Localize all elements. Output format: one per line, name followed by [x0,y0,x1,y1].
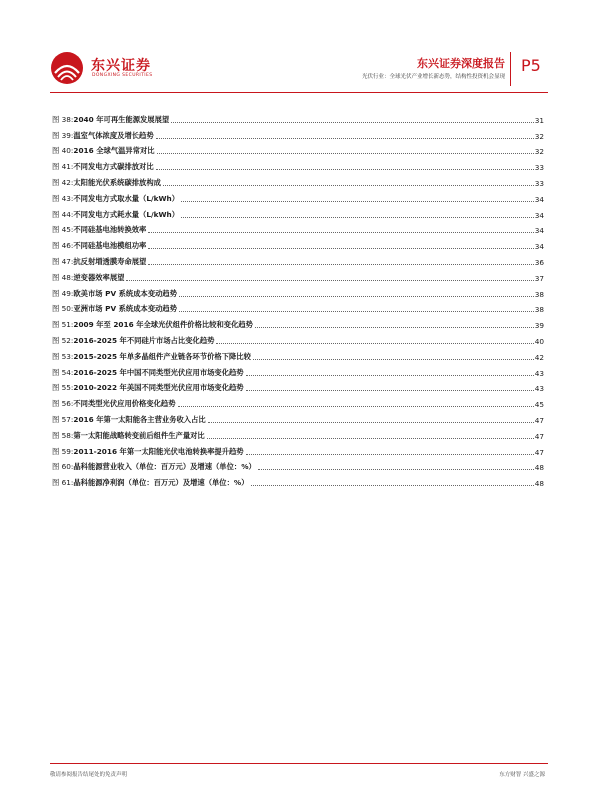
toc-entry-number: 51: [61,320,74,330]
toc-entry-page[interactable]: 34 [534,210,544,220]
report-title: 东兴证券深度报告 [417,57,505,70]
toc-entry-page[interactable]: 47 [534,447,544,457]
toc-entry[interactable] [52,141,544,157]
footer-disclaimer: 敬请参阅报告结尾处的免责声明 [50,772,128,778]
toc-entry-title: 2016-2025 年不同硅片市场占比变化趋势 [73,335,215,345]
toc-entry-page[interactable]: 47 [534,431,544,441]
toc-leader [163,184,534,186]
toc-entry-label[interactable] [52,447,244,457]
toc-entry-title: 2016 年第一太阳能各主营业务收入占比 [73,414,206,424]
toc-entry-title: 太阳能光伏系统碳排放构成 [73,177,161,187]
toc-entry-page[interactable]: 36 [534,257,544,267]
toc-leader [148,231,533,233]
toc-entry-prefix: 图 [52,209,62,219]
toc-leader [178,405,534,407]
company-name: 东兴证券 [91,58,151,74]
toc-entry-number: 52: [61,335,74,345]
toc-entry-title: 2009 年至 2016 年全球光伏组件价格比较和变化趋势 [73,320,253,330]
footer-slogan: 东方财智 兴盛之源 [499,772,545,778]
toc-entry-label[interactable] [52,210,179,220]
toc-entry-number: 54: [61,367,74,377]
toc-entry-label[interactable] [52,415,206,425]
toc-entry-label[interactable] [52,115,169,125]
toc-leader [156,168,534,170]
toc-entry-prefix: 图 [52,225,62,235]
toc-entry-prefix: 图 [52,446,62,456]
toc-entry-title: 2010-2022 年美国不同类型光伏应用市场变化趋势 [73,383,244,393]
toc-entry-page[interactable]: 32 [534,147,544,157]
toc-entry-label[interactable] [52,320,253,330]
toc-entry-label[interactable] [52,383,244,393]
toc-entry-title: 不同发电方式取水量（L/kWh） [73,193,180,203]
toc-entry-prefix: 图 [52,414,62,424]
toc-entry-label[interactable] [52,257,146,267]
toc-entry-page[interactable]: 31 [534,115,544,125]
toc-entry-label[interactable] [52,352,251,362]
toc-entry-page[interactable]: 34 [534,242,544,252]
toc-entry-prefix: 图 [52,241,62,251]
toc-entry-label[interactable] [52,399,176,409]
toc-entry[interactable] [52,188,544,204]
toc-entry-prefix: 图 [52,288,62,298]
toc-entry[interactable] [52,299,544,315]
toc-entry-page[interactable]: 33 [534,163,544,173]
toc-entry-page[interactable]: 42 [534,352,544,362]
figure-list [52,109,544,488]
toc-entry-prefix: 图 [52,162,62,172]
toc-entry-label[interactable] [52,162,154,172]
toc-entry-prefix: 图 [52,146,62,156]
toc-entry-page[interactable]: 32 [534,131,544,141]
toc-entry-number: 59: [61,446,74,456]
toc-entry-number: 46: [61,241,74,251]
toc-entry-title: 2011-2016 年第一太阳能光伏电池转换率提升趋势 [73,446,244,456]
toc-entry-prefix: 图 [52,193,62,203]
toc-entry-number: 40: [61,146,74,156]
toc-entry-prefix: 图 [52,478,62,488]
toc-entry[interactable] [52,314,544,330]
toc-leader [148,247,533,249]
toc-entry-number: 48: [61,272,74,282]
toc-leader [253,358,534,360]
toc-leader [179,310,534,312]
toc-entry[interactable] [52,204,544,220]
toc-entry-label[interactable] [52,241,146,251]
toc-entry[interactable] [52,220,544,236]
toc-entry-number: 45: [61,225,74,235]
toc-entry-label[interactable] [52,225,146,235]
toc-entry-page[interactable]: 43 [534,368,544,378]
toc-leader [255,326,534,328]
toc-entry-page[interactable]: 40 [534,336,544,346]
toc-leader [258,468,534,470]
toc-entry-label[interactable] [52,289,177,299]
toc-leader [157,152,534,154]
toc-entry-number: 56: [61,399,74,409]
toc-entry-prefix: 图 [52,304,62,314]
toc-leader [181,200,534,202]
toc-leader [251,484,534,486]
toc-entry[interactable] [52,346,544,362]
toc-entry[interactable] [52,441,544,457]
toc-leader [246,389,534,391]
toc-entry-number: 41: [61,162,74,172]
toc-entry-title: 晶科能源净利润（单位：百万元）及增速（单位：%） [73,478,249,488]
toc-entry-label[interactable] [52,131,154,141]
toc-entry-label[interactable] [52,178,161,188]
header-divider [510,52,511,86]
report-subtitle: 光伏行业：全球光伏产业增长新态势，结构性投资机会显现 [361,74,505,80]
toc-entry-page[interactable]: 48 [534,479,544,489]
toc-leader [126,279,533,281]
toc-entry[interactable] [52,267,544,283]
toc-entry-number: 58: [61,430,74,440]
toc-entry[interactable] [52,156,544,172]
toc-entry-page[interactable]: 33 [534,178,544,188]
page-header [0,0,595,95]
toc-entry-label[interactable] [52,304,177,314]
toc-entry-title: 温室气体浓度及增长趋势 [73,130,154,140]
toc-entry-label[interactable] [52,462,256,472]
toc-entry[interactable] [52,251,544,267]
toc-entry-label[interactable] [52,336,214,346]
toc-entry-prefix: 图 [52,351,62,361]
toc-leader [181,216,534,218]
toc-entry-title: 不同硅基电池转换效率 [73,225,147,235]
toc-entry-prefix: 图 [52,383,62,393]
toc-leader [156,137,534,139]
toc-entry-title: 不同发电方式碳排放对比 [73,162,154,172]
toc-entry-page[interactable]: 43 [534,384,544,394]
toc-entry[interactable] [52,425,544,441]
toc-leader [171,121,534,123]
toc-entry-prefix: 图 [52,399,62,409]
toc-entry-prefix: 图 [52,272,62,282]
toc-entry-page[interactable]: 47 [534,415,544,425]
toc-entry-number: 60: [61,462,74,472]
toc-leader [246,453,534,455]
toc-entry[interactable] [52,378,544,394]
page-number: P5 [521,56,541,75]
toc-entry-title: 不同发电方式耗水量（L/kWh） [73,209,180,219]
toc-entry-number: 43: [61,193,74,203]
toc-entry-number: 55: [61,383,74,393]
toc-entry-label[interactable] [52,273,124,283]
toc-entry[interactable] [52,330,544,346]
toc-leader [208,421,534,423]
toc-entry-page[interactable]: 34 [534,226,544,236]
toc-entry-label[interactable] [52,431,205,441]
toc-entry-page[interactable]: 37 [534,273,544,283]
toc-entry-number: 61: [61,478,74,488]
toc-entry-title: 抗反射増透膜寿命展望 [73,256,147,266]
toc-entry[interactable] [52,457,544,473]
toc-entry-number: 50: [61,304,74,314]
footer-rule [50,763,548,764]
toc-entry-title: 逆变器效率展望 [73,272,125,282]
toc-entry-number: 44: [61,209,74,219]
toc-entry-prefix: 图 [52,256,62,266]
toc-entry-page[interactable]: 39 [534,321,544,331]
toc-entry[interactable] [52,283,544,299]
toc-entry-title: 晶科能源营业收入（单位：百万元）及增速（单位：%） [73,462,256,472]
toc-leader [207,437,534,439]
toc-entry-number: 42: [61,177,74,187]
toc-entry[interactable] [52,362,544,378]
toc-entry-number: 57: [61,414,74,424]
toc-entry[interactable] [52,409,544,425]
toc-entry-label[interactable] [52,146,155,156]
toc-entry-title: 亚洲市场 PV 系统成本变动趋势 [73,304,178,314]
toc-entry-prefix: 图 [52,130,62,140]
toc-entry-page[interactable]: 38 [534,289,544,299]
toc-entry-title: 第一太阳能战略转变前后组件生产量对比 [73,430,205,440]
toc-entry-title: 2016-2025 年中国不同类型光伏应用市场变化趋势 [73,367,244,377]
toc-entry-prefix: 图 [52,462,62,472]
header-rule [50,92,548,93]
toc-entry-number: 39: [61,130,74,140]
toc-entry[interactable] [52,109,544,125]
company-name-en: DONGXING SECURITIES [92,73,153,78]
toc-entry-prefix: 图 [52,367,62,377]
toc-leader [179,295,534,297]
toc-entry-prefix: 图 [52,114,62,124]
toc-entry[interactable] [52,125,544,141]
toc-entry-prefix: 图 [52,335,62,345]
toc-leader [216,342,533,344]
toc-entry-title: 2040 年可再生能源发展展望 [73,114,170,124]
toc-entry[interactable] [52,393,544,409]
toc-entry-title: 不同类型光伏应用价格变化趋势 [73,399,176,409]
toc-entry[interactable] [52,235,544,251]
toc-leader [246,374,534,376]
toc-entry-prefix: 图 [52,177,62,187]
toc-entry-title: 2015-2025 年单多晶组件产业链各环节价格下降比较 [73,351,251,361]
toc-entry-page[interactable]: 45 [534,400,544,410]
toc-leader [148,263,533,265]
toc-entry-number: 47: [61,256,74,266]
toc-entry-prefix: 图 [52,430,62,440]
company-logo-icon [50,51,84,85]
toc-entry-title: 2016 全球气温异常对比 [73,146,155,156]
toc-entry[interactable] [52,472,544,488]
toc-entry-number: 53: [61,351,74,361]
toc-entry-label[interactable] [52,194,179,204]
toc-entry-number: 49: [61,288,74,298]
toc-entry-label[interactable] [52,478,249,488]
toc-entry-title: 不同硅基电池模组功率 [73,241,147,251]
toc-entry[interactable] [52,172,544,188]
toc-entry-page[interactable]: 34 [534,194,544,204]
toc-entry-page[interactable]: 38 [534,305,544,315]
toc-entry-page[interactable]: 48 [534,463,544,473]
toc-entry-title: 欧美市场 PV 系统成本变动趋势 [73,288,178,298]
toc-entry-prefix: 图 [52,320,62,330]
toc-entry-label[interactable] [52,368,244,378]
toc-entry-number: 38: [61,114,74,124]
